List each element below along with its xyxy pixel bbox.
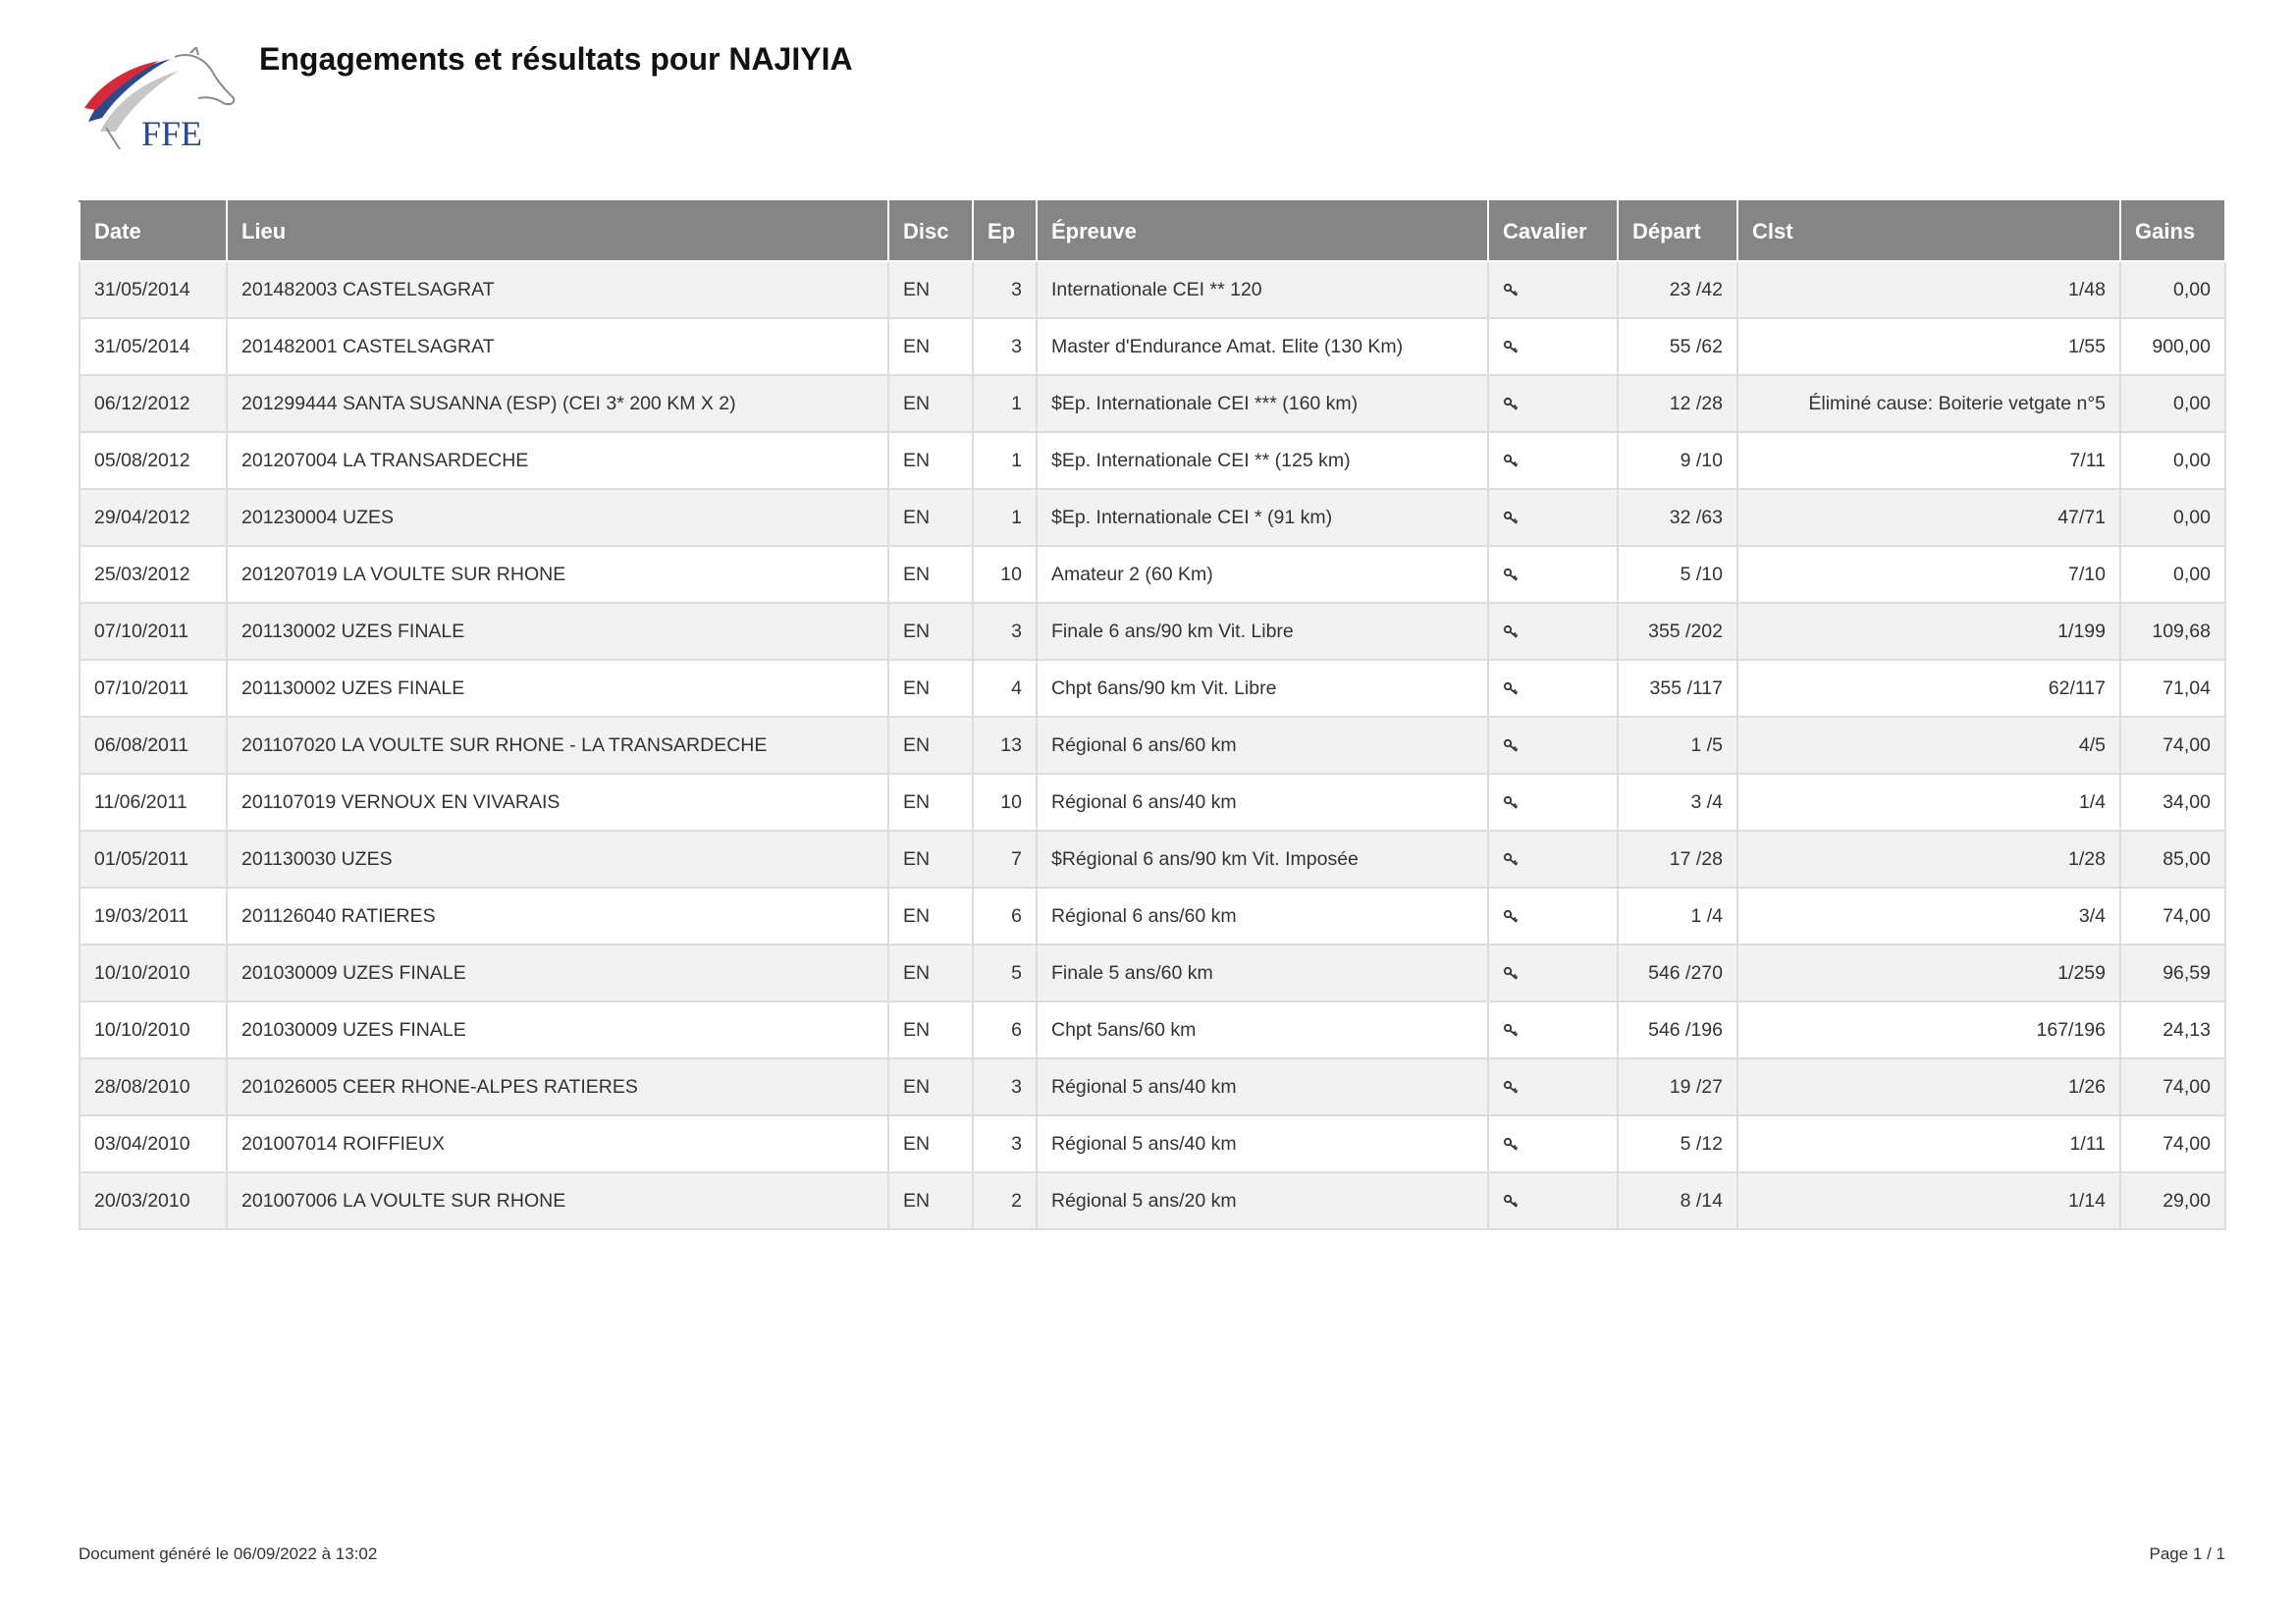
key-icon[interactable] [1503,1080,1521,1094]
table-row [80,318,2225,375]
col-header-lieu[interactable]: Lieu [227,201,888,261]
cell-ep: 6 [973,888,1037,945]
cell-disc: EN [888,546,973,603]
cell-date: 19/03/2011 [80,888,227,945]
table-row [80,660,2225,717]
cell-cavalier[interactable] [1488,432,1618,489]
cell-clst: 1/11 [1737,1115,2120,1172]
cell-depart: 1 /5 [1618,717,1737,774]
table-row [80,1001,2225,1058]
cell-epreuve: Régional 6 ans/60 km [1037,888,1488,945]
cell-gains: 0,00 [2120,432,2225,489]
cell-clst: 1/55 [1737,318,2120,375]
cell-gains: 29,00 [2120,1172,2225,1229]
table-row [80,1172,2225,1229]
cell-lieu: 201030009 UZES FINALE [227,1001,888,1058]
cell-ep: 10 [973,546,1037,603]
cell-lieu: 201007006 LA VOULTE SUR RHONE [227,1172,888,1229]
cell-date: 31/05/2014 [80,318,227,375]
cell-disc: EN [888,318,973,375]
cell-clst: 1/48 [1737,261,2120,318]
cell-disc: EN [888,1058,973,1115]
cell-gains: 0,00 [2120,261,2225,318]
table-row [80,717,2225,774]
cell-gains: 74,00 [2120,717,2225,774]
table-row [80,546,2225,603]
cell-lieu: 201130002 UZES FINALE [227,660,888,717]
cell-cavalier[interactable] [1488,831,1618,888]
col-header-depart[interactable]: Départ [1618,201,1737,261]
cell-cavalier[interactable] [1488,945,1618,1001]
cell-lieu: 201207004 LA TRANSARDECHE [227,432,888,489]
table-row [80,945,2225,1001]
cell-disc: EN [888,945,973,1001]
table-row [80,831,2225,888]
cell-disc: EN [888,432,973,489]
cell-epreuve: Amateur 2 (60 Km) [1037,546,1488,603]
cell-gains: 85,00 [2120,831,2225,888]
cell-clst: 3/4 [1737,888,2120,945]
cell-cavalier[interactable] [1488,1115,1618,1172]
cell-clst: 7/11 [1737,432,2120,489]
cell-gains: 74,00 [2120,1115,2225,1172]
cell-date: 07/10/2011 [80,603,227,660]
cell-depart: 546 /196 [1618,1001,1737,1058]
cell-epreuve: Finale 6 ans/90 km Vit. Libre [1037,603,1488,660]
cell-cavalier[interactable] [1488,1001,1618,1058]
cell-depart: 19 /27 [1618,1058,1737,1115]
cell-ep: 2 [973,1172,1037,1229]
cell-depart: 5 /12 [1618,1115,1737,1172]
cell-clst: Éliminé cause: Boiterie vetgate n°5 [1737,375,2120,432]
cell-epreuve: Finale 5 ans/60 km [1037,945,1488,1001]
cell-cavalier[interactable] [1488,603,1618,660]
cell-disc: EN [888,1172,973,1229]
cell-ep: 7 [973,831,1037,888]
cell-clst: 4/5 [1737,717,2120,774]
cell-depart: 546 /270 [1618,945,1737,1001]
key-icon[interactable] [1503,1023,1521,1037]
key-icon[interactable] [1503,340,1521,353]
cell-epreuve: $Ep. Internationale CEI * (91 km) [1037,489,1488,546]
cell-gains: 74,00 [2120,1058,2225,1115]
cell-gains: 96,59 [2120,945,2225,1001]
cell-lieu: 201107020 LA VOULTE SUR RHONE - LA TRANSARDECHE [227,717,888,774]
key-icon[interactable] [1503,511,1521,524]
cell-lieu: 201482001 CASTELSAGRAT [227,318,888,375]
key-icon[interactable] [1503,909,1521,923]
col-header-date[interactable]: Date [80,201,227,261]
table-row [80,432,2225,489]
cell-clst: 167/196 [1737,1001,2120,1058]
cell-cavalier[interactable] [1488,774,1618,831]
cell-ep: 4 [973,660,1037,717]
key-icon[interactable] [1503,397,1521,410]
cell-lieu: 201207019 LA VOULTE SUR RHONE [227,546,888,603]
cell-date: 28/08/2010 [80,1058,227,1115]
cell-cavalier[interactable] [1488,717,1618,774]
page-number: Page 1 / 1 [2149,1544,2225,1563]
cell-clst: 1/28 [1737,831,2120,888]
cell-lieu: 201130030 UZES [227,831,888,888]
cell-cavalier[interactable] [1488,660,1618,717]
cell-date: 31/05/2014 [80,261,227,318]
cell-date: 01/05/2011 [80,831,227,888]
cell-epreuve: $Régional 6 ans/90 km Vit. Imposée [1037,831,1488,888]
cell-clst: 1/259 [1737,945,2120,1001]
cell-disc: EN [888,1115,973,1172]
cell-ep: 1 [973,375,1037,432]
cell-disc: EN [888,1001,973,1058]
key-icon[interactable] [1503,795,1521,809]
cell-date: 10/10/2010 [80,1001,227,1058]
cell-date: 07/10/2011 [80,660,227,717]
col-header-clst[interactable]: Clst [1737,201,2120,261]
cell-disc: EN [888,888,973,945]
col-header-gains[interactable]: Gains [2120,201,2225,261]
cell-date: 10/10/2010 [80,945,227,1001]
cell-gains: 71,04 [2120,660,2225,717]
cell-disc: EN [888,489,973,546]
cell-epreuve: Régional 6 ans/60 km [1037,717,1488,774]
cell-ep: 1 [973,432,1037,489]
cell-epreuve: Master d'Endurance Amat. Elite (130 Km) [1037,318,1488,375]
cell-lieu: 201107019 VERNOUX EN VIVARAIS [227,774,888,831]
cell-ep: 5 [973,945,1037,1001]
cell-depart: 55 /62 [1618,318,1737,375]
key-icon[interactable] [1503,568,1521,581]
cell-disc: EN [888,717,973,774]
cell-gains: 900,00 [2120,318,2225,375]
cell-gains: 34,00 [2120,774,2225,831]
cell-depart: 355 /117 [1618,660,1737,717]
table-row [80,603,2225,660]
cell-disc: EN [888,375,973,432]
cell-depart: 1 /4 [1618,888,1737,945]
col-header-cavalier[interactable]: Cavalier [1488,201,1618,261]
cell-gains: 0,00 [2120,489,2225,546]
cell-disc: EN [888,660,973,717]
cell-ep: 10 [973,774,1037,831]
cell-epreuve: Chpt 6ans/90 km Vit. Libre [1037,660,1488,717]
cell-date: 29/04/2012 [80,489,227,546]
generated-date: Document généré le 06/09/2022 à 13:02 [79,1544,378,1563]
cell-clst: 1/4 [1737,774,2120,831]
cell-lieu: 201026005 CEER RHONE-ALPES RATIERES [227,1058,888,1115]
page-title: Engagements et résultats pour NAJIYIA [259,41,853,77]
cell-epreuve: $Ep. Internationale CEI *** (160 km) [1037,375,1488,432]
ffe-logo [80,47,243,151]
cell-depart: 5 /10 [1618,546,1737,603]
key-icon[interactable] [1503,283,1521,297]
cell-depart: 8 /14 [1618,1172,1737,1229]
key-icon[interactable] [1503,1194,1521,1208]
key-icon[interactable] [1503,966,1521,980]
cell-lieu: 201007014 ROIFFIEUX [227,1115,888,1172]
cell-gains: 74,00 [2120,888,2225,945]
cell-ep: 3 [973,318,1037,375]
cell-depart: 355 /202 [1618,603,1737,660]
cell-ep: 13 [973,717,1037,774]
cell-date: 03/04/2010 [80,1115,227,1172]
table-header-row [80,201,2225,261]
cell-epreuve: Régional 5 ans/40 km [1037,1115,1488,1172]
cell-ep: 3 [973,1115,1037,1172]
key-icon[interactable] [1503,454,1521,467]
table-row [80,888,2225,945]
cell-cavalier[interactable] [1488,1058,1618,1115]
cell-cavalier[interactable] [1488,489,1618,546]
cell-disc: EN [888,831,973,888]
cell-epreuve: Régional 5 ans/40 km [1037,1058,1488,1115]
cell-clst: 47/71 [1737,489,2120,546]
cell-cavalier[interactable] [1488,1172,1618,1229]
cell-epreuve: $Ep. Internationale CEI ** (125 km) [1037,432,1488,489]
cell-date: 11/06/2011 [80,774,227,831]
table-row [80,261,2225,318]
key-icon[interactable] [1503,624,1521,638]
cell-date: 06/12/2012 [80,375,227,432]
cell-ep: 6 [973,1001,1037,1058]
cell-ep: 3 [973,1058,1037,1115]
cell-depart: 23 /42 [1618,261,1737,318]
cell-date: 06/08/2011 [80,717,227,774]
cell-clst: 1/14 [1737,1172,2120,1229]
cell-lieu: 201230004 UZES [227,489,888,546]
cell-depart: 17 /28 [1618,831,1737,888]
table-row [80,1115,2225,1172]
cell-clst: 62/117 [1737,660,2120,717]
cell-epreuve: Régional 6 ans/40 km [1037,774,1488,831]
cell-epreuve: Régional 5 ans/20 km [1037,1172,1488,1229]
results-table [79,200,2226,1230]
cell-lieu: 201030009 UZES FINALE [227,945,888,1001]
cell-gains: 24,13 [2120,1001,2225,1058]
cell-date: 05/08/2012 [80,432,227,489]
col-header-ep[interactable]: Ep [973,201,1037,261]
key-icon[interactable] [1503,852,1521,866]
cell-clst: 1/26 [1737,1058,2120,1115]
cell-disc: EN [888,603,973,660]
cell-disc: EN [888,774,973,831]
cell-clst: 7/10 [1737,546,2120,603]
cell-date: 20/03/2010 [80,1172,227,1229]
cell-date: 25/03/2012 [80,546,227,603]
cell-ep: 3 [973,261,1037,318]
cell-lieu: 201482003 CASTELSAGRAT [227,261,888,318]
cell-ep: 1 [973,489,1037,546]
cell-cavalier[interactable] [1488,318,1618,375]
cell-depart: 12 /28 [1618,375,1737,432]
cell-cavalier[interactable] [1488,375,1618,432]
cell-gains: 0,00 [2120,546,2225,603]
cell-gains: 0,00 [2120,375,2225,432]
cell-epreuve: Internationale CEI ** 120 [1037,261,1488,318]
table-row [80,774,2225,831]
key-icon[interactable] [1503,738,1521,752]
cell-depart: 32 /63 [1618,489,1737,546]
table-row [80,1058,2225,1115]
col-header-disc[interactable]: Disc [888,201,973,261]
cell-ep: 3 [973,603,1037,660]
table-row [80,489,2225,546]
key-icon[interactable] [1503,681,1521,695]
cell-lieu: 201299444 SANTA SUSANNA (ESP) (CEI 3* 200 KM X 2) [227,375,888,432]
logo-text: FFE [141,114,203,151]
cell-cavalier[interactable] [1488,546,1618,603]
table-row [80,375,2225,432]
cell-disc: EN [888,261,973,318]
cell-gains: 109,68 [2120,603,2225,660]
cell-lieu: 201130002 UZES FINALE [227,603,888,660]
cell-cavalier[interactable] [1488,261,1618,318]
key-icon[interactable] [1503,1137,1521,1151]
cell-epreuve: Chpt 5ans/60 km [1037,1001,1488,1058]
col-header-epreuve[interactable]: Épreuve [1037,201,1488,261]
cell-depart: 9 /10 [1618,432,1737,489]
cell-clst: 1/199 [1737,603,2120,660]
cell-cavalier[interactable] [1488,888,1618,945]
cell-depart: 3 /4 [1618,774,1737,831]
cell-lieu: 201126040 RATIERES [227,888,888,945]
